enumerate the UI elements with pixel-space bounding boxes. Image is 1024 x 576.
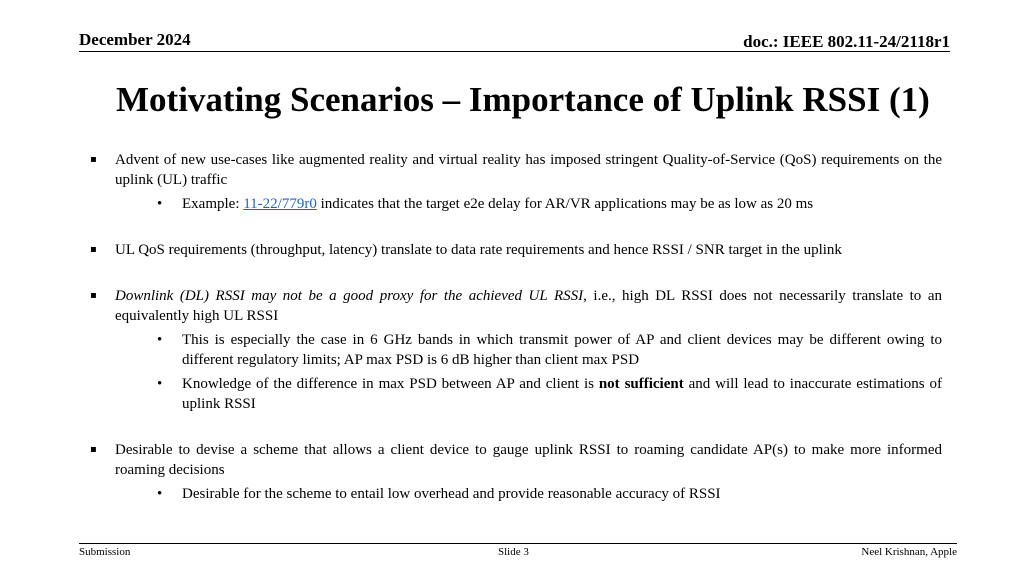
bullet-roaming — [90, 440, 942, 480]
footer-author: Neel Krishnan, Apple — [861, 546, 957, 558]
bullet-use-cases — [90, 150, 942, 190]
sub-bullet-6ghz — [90, 330, 942, 370]
footer-slide-number: Slide 3 — [498, 546, 529, 558]
sub-bullet-overhead — [90, 484, 942, 504]
bullet-text: UL QoS requirements (throughput, latency) translate to data rate requirements and hence RSSI / SNR target in the uplink — [115, 242, 842, 258]
dot-bullet-icon: • — [157, 196, 163, 212]
bullet-text: Advent of new use-cases like augmented reality and virtual reality has imposed stringent Quality-of-Service (QoS) requirements on the uplink (UL) traffic — [115, 152, 942, 188]
bullet-italic-text: Downlink (DL) RSSI may not be a good proxy for the achieved UL RSSI — [115, 288, 584, 304]
square-bullet-icon: ▪ — [90, 444, 97, 455]
sub-bullet-text: This is especially the case in 6 GHz bands in which transmit power of AP and client devices may be different owing to different regulatory limits; AP max PSD is 6 dB higher than client max PSD — [182, 332, 942, 368]
slide-title: Motivating Scenarios – Importance of Uplink RSSI (1) — [116, 80, 930, 119]
sub-bullet-post: and will lead to inaccurate estimations of uplink RSSI — [182, 376, 942, 412]
slide-body — [90, 150, 942, 504]
sub-bullet-example — [90, 194, 942, 214]
footer-submission: Submission — [79, 546, 131, 558]
bullet-dl-rssi — [90, 286, 942, 326]
sub-bullet-psd-knowledge — [90, 374, 942, 414]
bullet-text: Desirable to devise a scheme that allows a client device to gauge uplink RSSI to roaming candidate AP(s) to make more informed roaming decisions — [115, 442, 942, 478]
bullet-text: , i.e., high DL RSSI does not necessarily translate to an equivalently high UL RSSI — [115, 288, 942, 324]
square-bullet-icon: ▪ — [90, 244, 97, 255]
square-bullet-icon: ▪ — [90, 290, 97, 301]
sub-bullet-prefix: Example: — [182, 196, 244, 212]
header-date: December 2024 — [79, 30, 191, 49]
dot-bullet-icon: • — [157, 332, 163, 348]
bullet-ul-qos — [90, 240, 942, 260]
footer-rule — [79, 543, 957, 544]
header-doc-id: doc.: IEEE 802.11-24/2118r1 — [743, 32, 950, 51]
sub-bullet-bold: not sufficient — [598, 376, 684, 392]
dot-bullet-icon: • — [157, 486, 163, 502]
dot-bullet-icon: • — [157, 376, 163, 392]
sub-bullet-pre: Knowledge of the difference in max PSD between AP and client is — [182, 376, 599, 392]
square-bullet-icon: ▪ — [90, 154, 97, 165]
header-rule — [79, 51, 950, 52]
sub-bullet-text: Desirable for the scheme to entail low overhead and provide reasonable accuracy of RSSI — [182, 486, 721, 502]
sub-bullet-suffix: indicates that the target e2e delay for AR/VR applications may be as low as 20 ms — [316, 196, 814, 212]
document-link[interactable]: 11-22/779r0 — [243, 196, 317, 212]
